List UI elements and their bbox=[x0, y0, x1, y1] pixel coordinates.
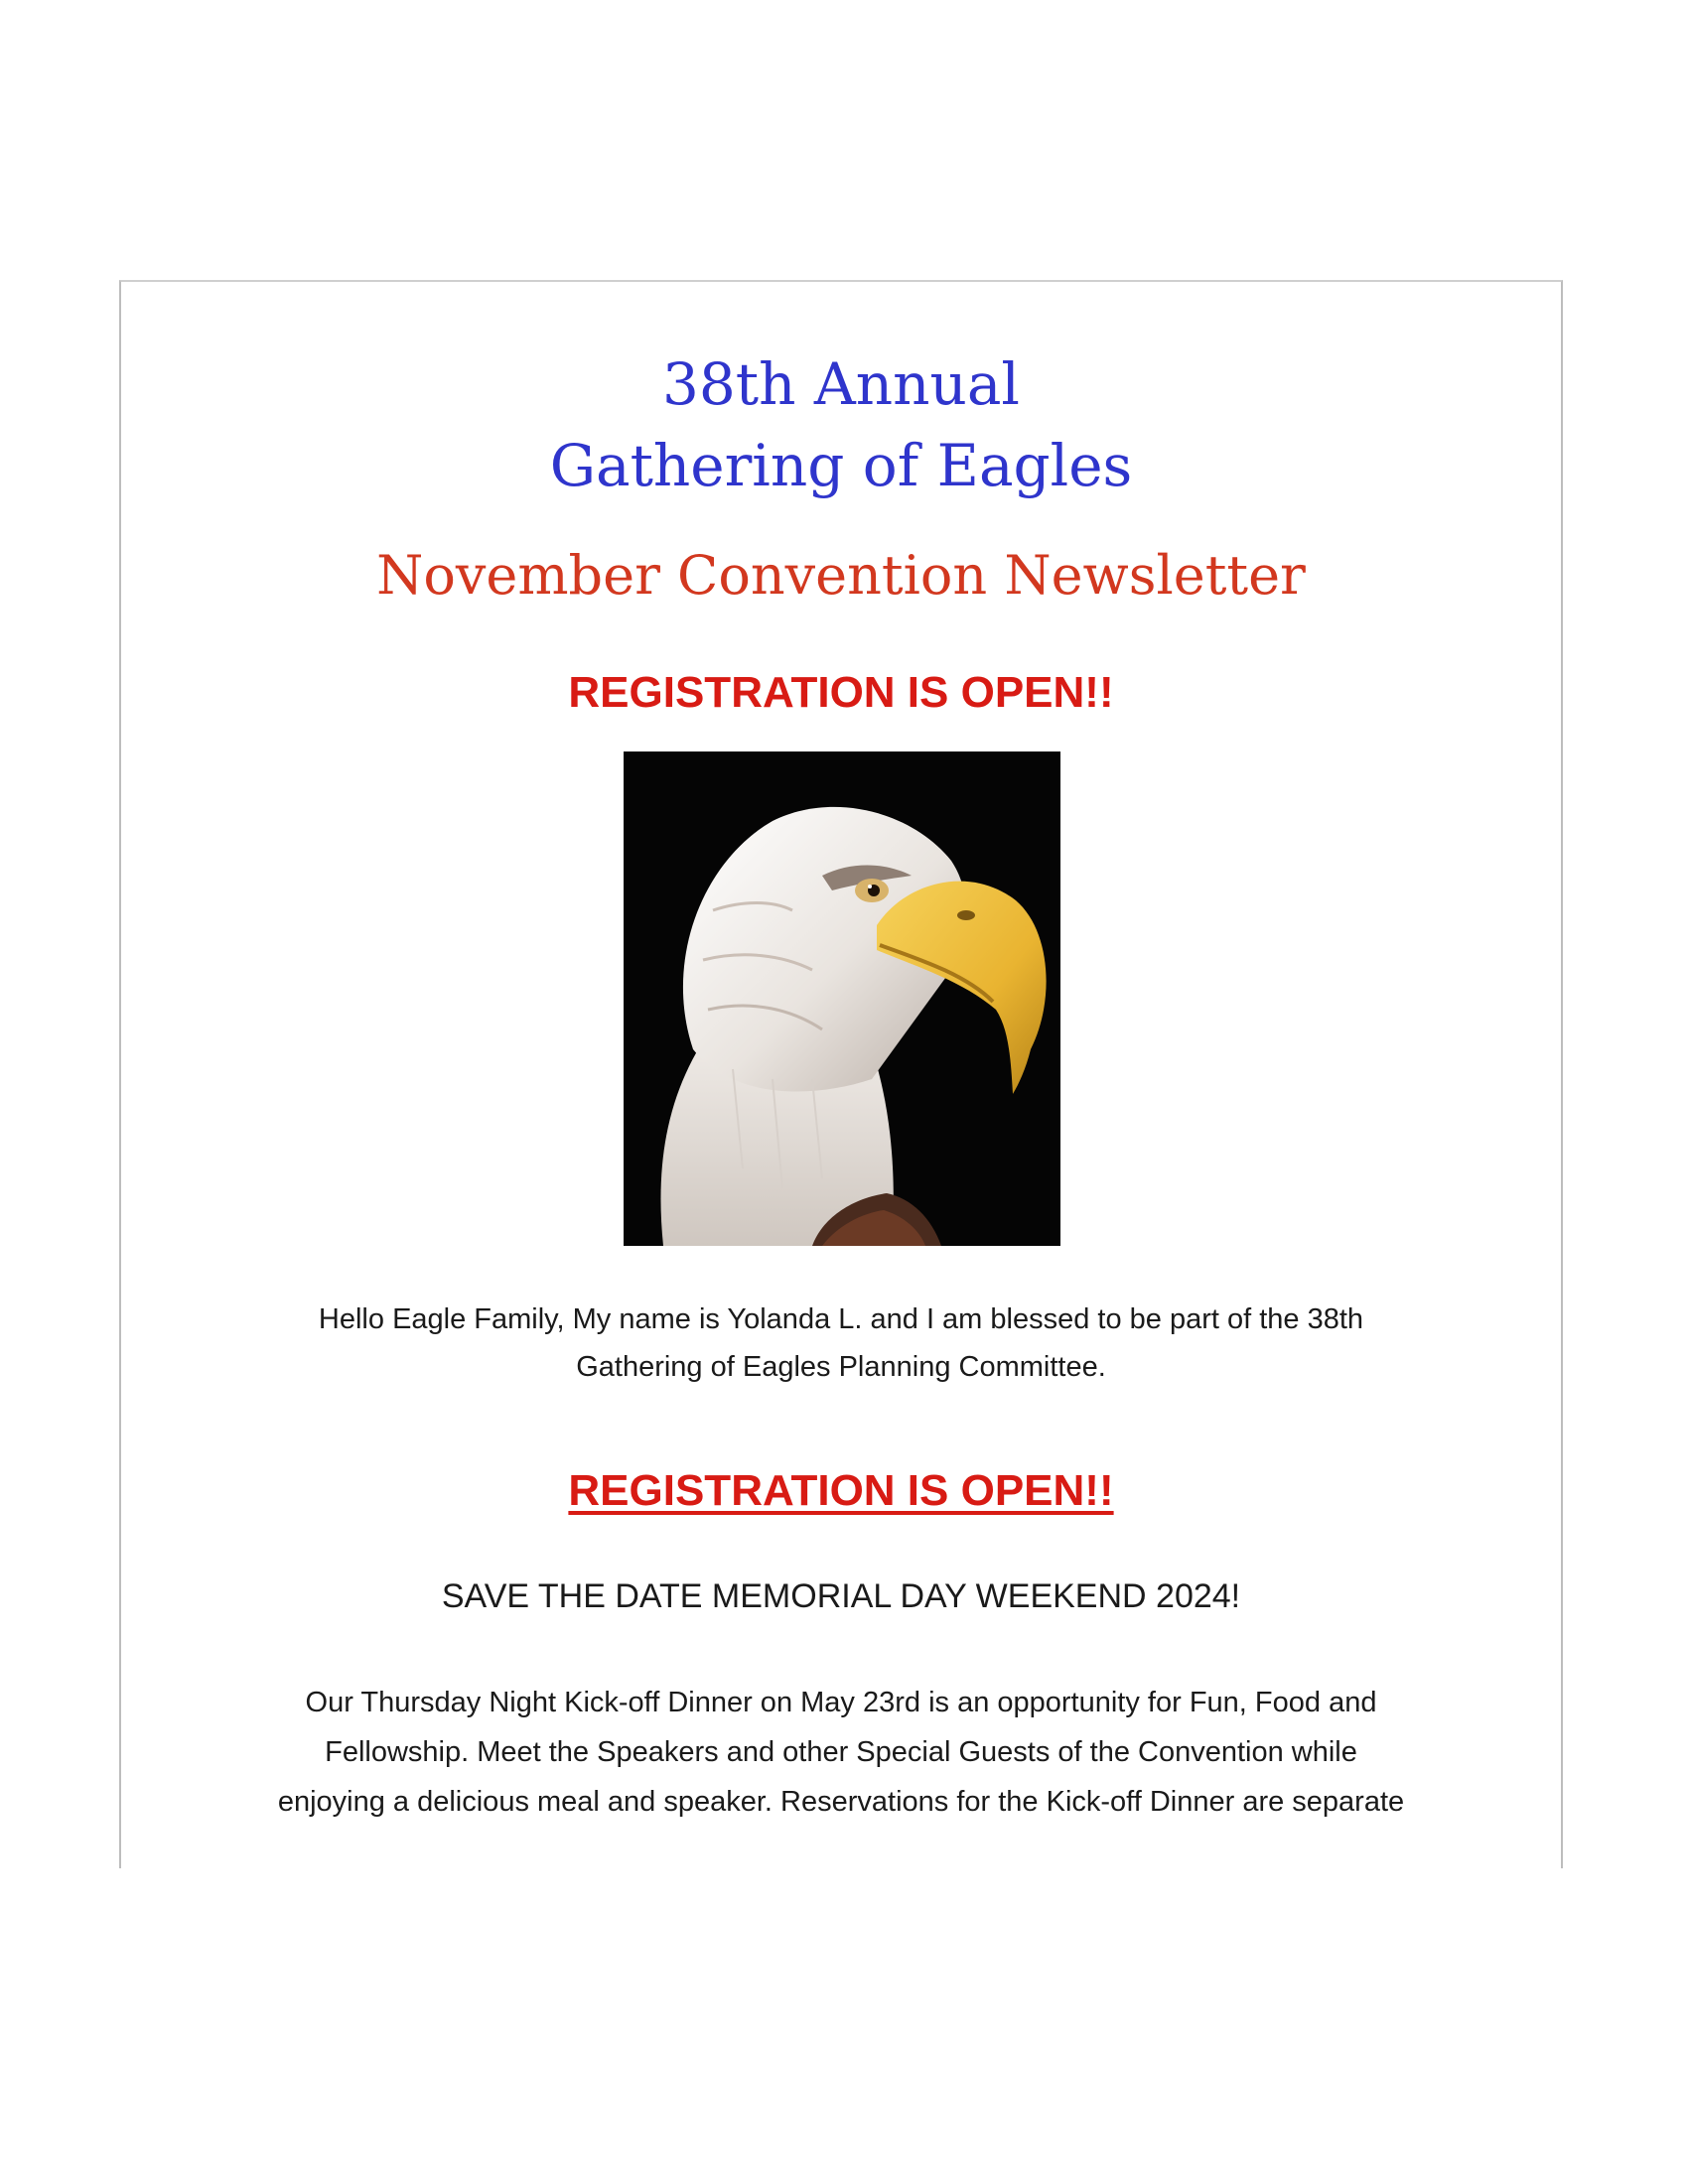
intro-line-2: Gathering of Eagles Planning Committee. bbox=[576, 1351, 1106, 1383]
save-the-date: SAVE THE DATE MEMORIAL DAY WEEKEND 2024! bbox=[441, 1577, 1241, 1615]
dinner-line-3: enjoying a delicious meal and speaker. Reservations for the Kick-off Dinner are separate bbox=[277, 1786, 1405, 1818]
registration-link[interactable]: REGISTRATION IS OPEN!! bbox=[568, 1466, 1114, 1515]
dinner-line-1: Our Thursday Night Kick-off Dinner on May 23rd is an opportunity for Fun, Food and bbox=[305, 1687, 1377, 1718]
bald-eagle-photo bbox=[624, 751, 1060, 1246]
registration-banner: REGISTRATION IS OPEN!! bbox=[568, 668, 1114, 717]
intro-line-1: Hello Eagle Family, My name is Yolanda L. and I am blessed to be part of the 38th bbox=[318, 1303, 1364, 1335]
title-line-1: 38th Annual bbox=[662, 350, 1020, 418]
dinner-line-2: Fellowship. Meet the Speakers and other Special Guests of the Convention while bbox=[325, 1736, 1357, 1768]
newsletter-subtitle: November Convention Newsletter bbox=[376, 544, 1306, 607]
title-line-2: Gathering of Eagles bbox=[549, 432, 1133, 499]
